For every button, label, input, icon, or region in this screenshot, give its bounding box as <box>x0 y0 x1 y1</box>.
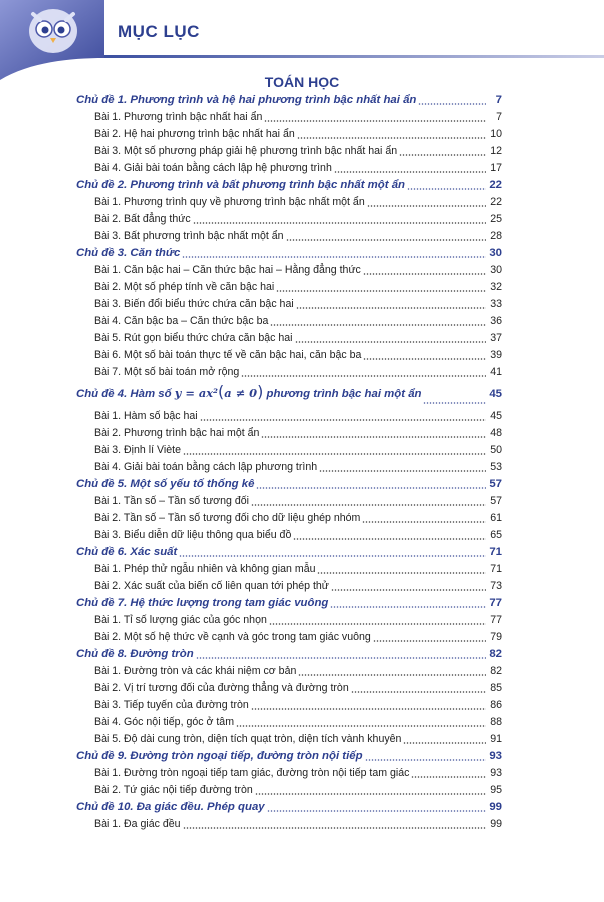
topic-title: Chủ đề 9. Đường tròn ngoại tiếp, đường tròn nội tiếp <box>76 750 363 762</box>
lesson-page: 7 <box>496 111 502 123</box>
topic-title: Chủ đề 2. Phương trình và bất phương trình bậc nhất một ẩn <box>76 179 405 191</box>
dot-leader <box>193 222 486 224</box>
dot-leader <box>418 103 486 105</box>
toc-lesson[interactable] <box>76 459 502 476</box>
topic-page: 7 <box>495 94 502 106</box>
topic-title: Chủ đề 5. Một số yếu tố thống kê <box>76 478 255 490</box>
topic-title <box>76 378 421 408</box>
formula: y = ax² <box>174 386 219 400</box>
topic-page: 30 <box>489 247 502 259</box>
dot-leader <box>200 419 486 421</box>
dot-leader <box>183 453 486 455</box>
toc-lesson[interactable] <box>76 680 502 697</box>
toc-lesson[interactable] <box>76 194 502 211</box>
toc-lesson[interactable] <box>76 296 502 313</box>
toc-topic[interactable] <box>76 799 502 816</box>
toc-lesson[interactable] <box>76 816 502 833</box>
toc-lesson[interactable] <box>76 211 502 228</box>
topic-page: 99 <box>489 801 502 813</box>
dot-leader <box>296 307 486 309</box>
toc-topic[interactable] <box>76 381 502 408</box>
topic-page: 22 <box>489 179 502 191</box>
dot-leader <box>264 120 486 122</box>
toc-topic[interactable] <box>76 245 502 262</box>
dot-leader <box>399 154 486 156</box>
toc-lesson[interactable] <box>76 697 502 714</box>
lesson-title: Bài 1. Tần số – Tần số tương đối <box>94 495 249 507</box>
topic-page: 77 <box>489 597 502 609</box>
lesson-title: Bài 4. Góc nội tiếp, góc ở tâm <box>94 716 235 728</box>
lesson-page: 32 <box>490 281 502 293</box>
lesson-title: Bài 3. Biểu diễn dữ liệu thông qua biểu đồ <box>94 529 292 541</box>
toc-lesson[interactable] <box>76 612 502 629</box>
dot-leader <box>334 171 486 173</box>
lesson-page: 71 <box>490 563 502 575</box>
dot-leader <box>241 375 486 377</box>
toc-lesson[interactable] <box>76 347 502 364</box>
dot-leader <box>256 487 486 489</box>
lesson-page: 95 <box>490 784 502 796</box>
lesson-page: 25 <box>490 213 502 225</box>
lesson-title: Bài 1. Tỉ số lượng giác của góc nhọn <box>94 614 267 626</box>
dot-leader <box>331 589 486 591</box>
lesson-title: Bài 3. Một số phương pháp giải hệ phương trình bậc nhất hai ẩn <box>94 145 398 157</box>
lesson-page: 12 <box>490 145 502 157</box>
dot-leader <box>179 555 486 557</box>
toc-topic[interactable] <box>76 177 502 194</box>
lesson-page: 37 <box>490 332 502 344</box>
toc-topic[interactable] <box>76 476 502 493</box>
page-header <box>0 0 604 80</box>
dot-leader <box>407 188 486 190</box>
lesson-title: Bài 3. Bất phương trình bậc nhất một ẩn <box>94 230 284 242</box>
lesson-title: Bài 6. Một số bài toán thực tế về căn bậc hai, căn bậc ba <box>94 349 362 361</box>
lesson-page: 61 <box>490 512 502 524</box>
toc-lesson[interactable] <box>76 663 502 680</box>
dot-leader <box>411 776 486 778</box>
topic-page: 93 <box>489 750 502 762</box>
dot-leader <box>276 290 486 292</box>
lesson-page: 22 <box>490 196 502 208</box>
dot-leader <box>255 793 486 795</box>
topic-title-prefix: Chủ đề 4. Hàm số <box>76 388 172 400</box>
dot-leader <box>293 538 486 540</box>
lesson-page: 50 <box>490 444 502 456</box>
lesson-title: Bài 2. Tứ giác nội tiếp đường tròn <box>94 784 253 796</box>
toc-lesson[interactable] <box>76 313 502 330</box>
toc-lesson[interactable] <box>76 578 502 595</box>
header-divider <box>104 55 604 58</box>
lesson-page: 48 <box>490 427 502 439</box>
topic-title: Chủ đề 8. Đường tròn <box>76 648 194 660</box>
lesson-page: 33 <box>490 298 502 310</box>
lesson-page: 28 <box>490 230 502 242</box>
lesson-title: Bài 7. Một số bài toán mở rộng <box>94 366 240 378</box>
topic-title: Chủ đề 7. Hệ thức lượng trong tam giác vuông <box>76 597 329 609</box>
toc-lesson[interactable] <box>76 527 502 544</box>
lesson-page: 79 <box>490 631 502 643</box>
dot-leader <box>362 521 486 523</box>
dot-leader <box>367 205 486 207</box>
dot-leader <box>270 324 486 326</box>
lesson-page: 88 <box>490 716 502 728</box>
lesson-page: 65 <box>490 529 502 541</box>
toc-topic[interactable] <box>76 92 502 109</box>
lesson-title: Bài 2. Hệ hai phương trình bậc nhất hai ẩn <box>94 128 295 140</box>
lesson-title: Bài 3. Định lí Viète <box>94 444 181 456</box>
lesson-title: Bài 2. Tần số – Tần số tương đối cho dữ liệu ghép nhóm <box>94 512 361 524</box>
lesson-page: 77 <box>490 614 502 626</box>
owl-logo-icon <box>0 0 110 80</box>
lesson-title: Bài 4. Căn bậc ba – Căn thức bậc ba <box>94 315 269 327</box>
toc-lesson[interactable] <box>76 731 502 748</box>
lesson-title: Bài 1. Phương trình bậc nhất hai ẩn <box>94 111 263 123</box>
lesson-page: 41 <box>490 366 502 378</box>
lesson-page: 57 <box>490 495 502 507</box>
toc-lesson[interactable] <box>76 510 502 527</box>
lesson-title: Bài 2. Bất đẳng thức <box>94 213 191 225</box>
lesson-title: Bài 1. Căn bậc hai – Căn thức bậc hai – Hằng đẳng thức <box>94 264 361 276</box>
dot-leader <box>267 810 486 812</box>
toc-topic[interactable] <box>76 595 502 612</box>
topic-page: 57 <box>489 478 502 490</box>
dot-leader <box>286 239 486 241</box>
lesson-page: 10 <box>490 128 502 140</box>
lesson-title: Bài 1. Đường tròn ngoại tiếp tam giác, đường tròn nội tiếp tam giác <box>94 767 410 779</box>
toc-lesson[interactable] <box>76 493 502 510</box>
lesson-title: Bài 1. Phép thử ngẫu nhiên và không gian mẫu <box>94 563 316 575</box>
paren-close: ) <box>257 382 264 401</box>
toc-lesson[interactable] <box>76 714 502 731</box>
toc-lesson[interactable] <box>76 126 502 143</box>
toc-lesson[interactable] <box>76 330 502 347</box>
subject-title: TOÁN HỌC <box>264 74 340 90</box>
lesson-title: Bài 5. Rút gọn biểu thức chứa căn bậc hai <box>94 332 293 344</box>
lesson-page: 99 <box>490 818 502 830</box>
lesson-title: Bài 2. Một số phép tính về căn bậc hai <box>94 281 275 293</box>
topic-title: Chủ đề 1. Phương trình và hệ hai phương trình bậc nhất hai ẩn <box>76 94 417 106</box>
dot-leader <box>363 358 486 360</box>
lesson-page: 53 <box>490 461 502 473</box>
dot-leader <box>297 137 486 139</box>
dot-leader <box>182 256 486 258</box>
toc-topic[interactable] <box>76 646 502 663</box>
toc-lesson[interactable] <box>76 228 502 245</box>
lesson-page: 36 <box>490 315 502 327</box>
lesson-page: 30 <box>490 264 502 276</box>
dot-leader <box>251 504 486 506</box>
lesson-page: 86 <box>490 699 502 711</box>
dot-leader <box>330 606 486 608</box>
toc-lesson[interactable] <box>76 143 502 160</box>
dot-leader <box>196 657 486 659</box>
lesson-page: 91 <box>490 733 502 745</box>
toc-lesson[interactable] <box>76 561 502 578</box>
toc-topic[interactable] <box>76 748 502 765</box>
lesson-title: Bài 3. Biến đổi biểu thức chứa căn bậc hai <box>94 298 294 310</box>
toc-lesson[interactable] <box>76 262 502 279</box>
lesson-title: Bài 2. Xác suất của biến cố liên quan tới phép thử <box>94 580 329 592</box>
topic-page: 82 <box>489 648 502 660</box>
toc-lesson[interactable] <box>76 425 502 442</box>
dot-leader <box>295 341 486 343</box>
dot-leader <box>251 708 486 710</box>
lesson-title: Bài 4. Giải bài toán bằng cách lập hệ phương trình <box>94 162 332 174</box>
dot-leader <box>269 623 486 625</box>
dot-leader <box>373 640 486 642</box>
dot-leader <box>365 759 486 761</box>
topic-title-suffix: phương trình bậc hai một ẩn <box>266 388 422 400</box>
lesson-title: Bài 2. Vị trí tương đối của đường thẳng và đường tròn <box>94 682 349 694</box>
dot-leader <box>351 691 486 693</box>
lesson-title: Bài 2. Một số hệ thức về cạnh và góc trong tam giác vuông <box>94 631 371 643</box>
topic-title: Chủ đề 6. Xác suất <box>76 546 178 558</box>
dot-leader <box>298 674 486 676</box>
toc-lesson[interactable] <box>76 765 502 782</box>
paren-open: ( <box>218 382 225 401</box>
lesson-page: 85 <box>490 682 502 694</box>
lesson-page: 93 <box>490 767 502 779</box>
dot-leader <box>363 273 486 275</box>
toc-lesson[interactable] <box>76 629 502 646</box>
lesson-title: Bài 1. Hàm số bậc hai <box>94 410 198 422</box>
toc-topic[interactable] <box>76 544 502 561</box>
topic-page: 45 <box>489 388 502 400</box>
page-title: MỤC LỤC <box>118 22 200 41</box>
topic-page: 71 <box>489 546 502 558</box>
lesson-title: Bài 1. Đường tròn và các khái niệm cơ bản <box>94 665 297 677</box>
toc-lesson[interactable] <box>76 279 502 296</box>
lesson-title: Bài 1. Phương trình quy về phương trình bậc nhất một ẩn <box>94 196 365 208</box>
lesson-title: Bài 2. Phương trình bậc hai một ẩn <box>94 427 260 439</box>
lesson-page: 45 <box>490 410 502 422</box>
dot-leader <box>317 572 486 574</box>
lesson-title: Bài 1. Đa giác đều <box>94 818 181 830</box>
lesson-page: 17 <box>490 162 502 174</box>
dot-leader <box>403 742 486 744</box>
lesson-title: Bài 4. Giải bài toán bằng cách lập phương trình <box>94 461 318 473</box>
lesson-title: Bài 5. Độ dài cung tròn, diện tích quạt tròn, diện tích vành khuyên <box>94 733 402 745</box>
toc-lesson[interactable] <box>76 160 502 177</box>
toc-lesson[interactable] <box>76 408 502 425</box>
lesson-page: 39 <box>490 349 502 361</box>
toc-lesson[interactable] <box>76 442 502 459</box>
lesson-title: Bài 3. Tiếp tuyến của đường tròn <box>94 699 249 711</box>
topic-title: Chủ đề 3. Căn thức <box>76 247 181 259</box>
dot-leader <box>423 402 486 404</box>
lesson-page: 82 <box>490 665 502 677</box>
dot-leader <box>183 827 486 829</box>
lesson-page: 73 <box>490 580 502 592</box>
dot-leader <box>236 725 486 727</box>
toc-lesson[interactable] <box>76 782 502 799</box>
dot-leader <box>319 470 486 472</box>
dot-leader <box>261 436 486 438</box>
toc-lesson[interactable] <box>76 109 502 126</box>
topic-title: Chủ đề 10. Đa giác đều. Phép quay <box>76 801 265 813</box>
table-of-contents <box>76 92 502 833</box>
formula-condition: a ≠ 0 <box>224 386 258 400</box>
